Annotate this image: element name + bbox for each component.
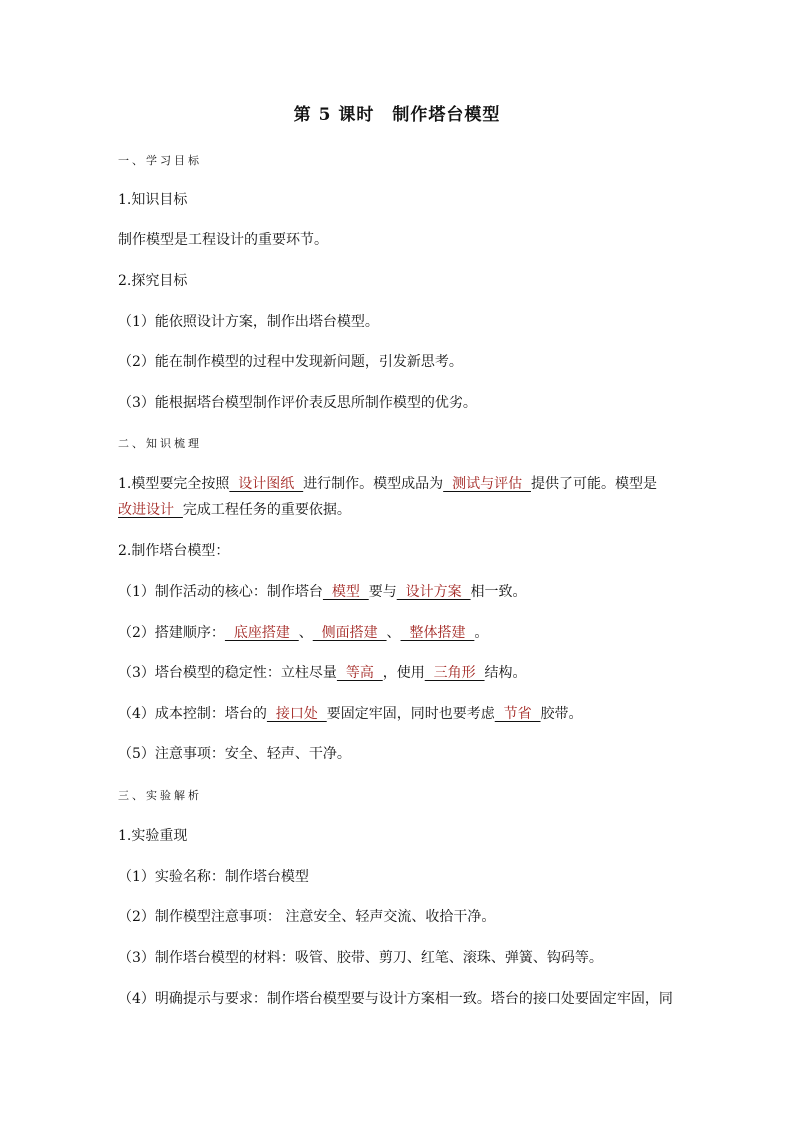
review-item-3 [118, 663, 527, 683]
answer-blank: 设计图纸 [229, 476, 304, 492]
review-item-1 [118, 582, 527, 602]
text: 完成工程任务的重要依据。 [182, 502, 351, 518]
text: 要固定牢固，同时也要考虑 [326, 706, 495, 722]
answer-blank: 模型 [322, 584, 369, 600]
answer-blank: 侧面搭建 [312, 625, 387, 641]
knowledge-goal-heading: 1.知识目标 [118, 192, 188, 208]
review-item-5: （5）注意事项：安全、轻声、干净。 [118, 746, 351, 762]
answer-blank: 设计方案 [396, 584, 471, 600]
review-item-4 [118, 704, 583, 724]
text: 胶带。 [540, 706, 583, 722]
text: （2）搭建顺序： [118, 625, 225, 641]
text: 、 [298, 625, 313, 641]
experiment-item-4: （4）明确提示与要求：制作塔台模型要与设计方案相一致。塔台的接口处要固定牢固，同 [118, 991, 673, 1007]
section-heading-goals: 一、学习目标 [118, 154, 202, 167]
knowledge-goal-text: 制作模型是工程设计的重要环节。 [118, 232, 328, 248]
text: 、 [386, 625, 401, 641]
page-title: 第 5 课时 制作塔台模型 [293, 105, 501, 125]
text: 要与 [368, 584, 397, 600]
text: 。 [474, 625, 489, 641]
inquiry-goal-heading: 2.探究目标 [118, 273, 188, 289]
text: 1.模型要完全按照 [118, 476, 230, 492]
make-tower-heading: 2.制作塔台模型： [118, 543, 230, 559]
text: （1）制作活动的核心：制作塔台 [118, 584, 323, 600]
text: 提供了可能。模型是 [530, 476, 657, 492]
model-paragraph-line-1 [118, 474, 657, 494]
experiment-item-2: （2）制作模型注意事项： 注意安全、轻声交流、收拾干净。 [118, 909, 496, 925]
section-heading-experiment: 三、实验解析 [118, 789, 202, 802]
inquiry-goal-item-3: （3）能根据塔台模型制作评价表反思所制作模型的优劣。 [118, 395, 477, 411]
experiment-item-3: （3）制作塔台模型的材料：吸管、胶带、剪刀、红笔、滚珠、弹簧、钩码等。 [118, 950, 603, 966]
experiment-heading: 1.实验重现 [118, 828, 188, 844]
review-item-2 [118, 623, 488, 643]
answer-blank: 改进设计 [118, 502, 183, 518]
answer-blank: 节省 [494, 706, 541, 722]
text: 结构。 [484, 665, 527, 681]
answer-blank: 等高 [336, 665, 383, 681]
text: ，使用 [382, 665, 425, 681]
text: 进行制作。模型成品为 [303, 476, 444, 492]
text: （4）成本控制：塔台的 [118, 706, 267, 722]
answer-blank: 底座搭建 [224, 625, 299, 641]
experiment-item-1: （1）实验名称：制作塔台模型 [118, 869, 309, 885]
answer-blank: 接口处 [266, 706, 327, 722]
inquiry-goal-item-1: （1）能依照设计方案，制作出塔台模型。 [118, 314, 379, 330]
answer-blank: 三角形 [424, 665, 485, 681]
text: 相一致。 [470, 584, 527, 600]
model-paragraph-line-2 [118, 500, 351, 520]
answer-blank: 测试与评估 [443, 476, 531, 492]
inquiry-goal-item-2: （2）能在制作模型的过程中发现新问题，引发新思考。 [118, 354, 463, 370]
text: （3）塔台模型的稳定性：立柱尽量 [118, 665, 337, 681]
section-heading-review: 二、知识梳理 [118, 437, 202, 450]
answer-blank: 整体搭建 [400, 625, 475, 641]
